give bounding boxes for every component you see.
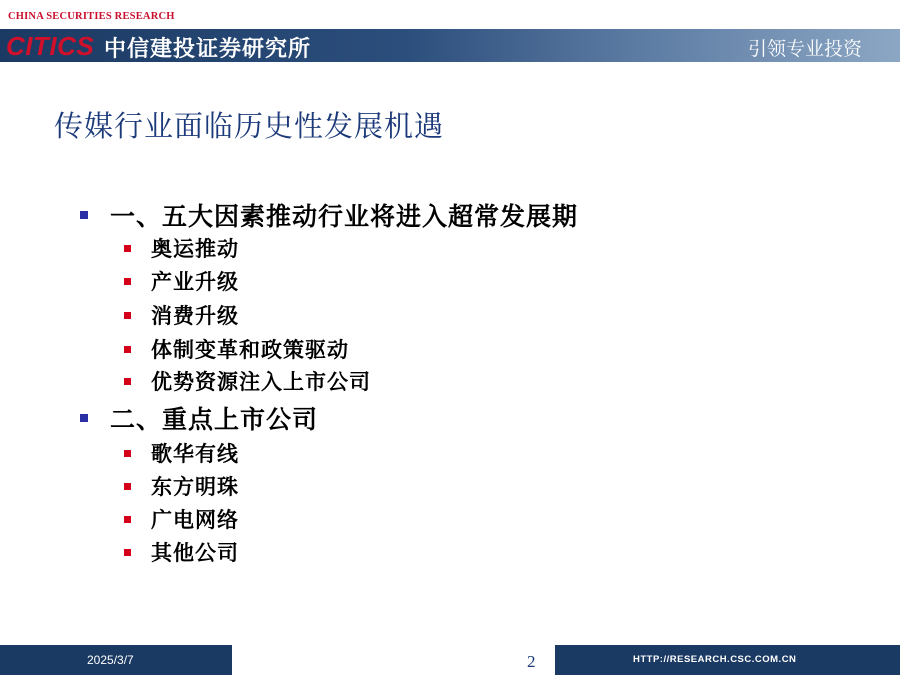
list-item	[124, 233, 239, 263]
outline-section-2	[80, 400, 318, 436]
footer-date: 2025/3/7	[87, 653, 134, 667]
list-item	[124, 537, 239, 567]
list-item	[124, 471, 239, 501]
square-bullet-icon	[124, 378, 131, 385]
logo-citics: CITICS	[6, 31, 95, 61]
slide-title: 传媒行业面临历史性发展机遇	[54, 109, 445, 143]
list-item-label: 歌华有线	[151, 442, 239, 466]
square-bullet-icon	[124, 245, 131, 252]
square-bullet-icon	[124, 483, 131, 490]
header-slogan: 引领专业投资	[747, 38, 862, 60]
square-bullet-icon	[124, 549, 131, 556]
square-bullet-icon	[124, 312, 131, 319]
list-item-label: 体制变革和政策驱动	[151, 338, 349, 362]
list-item	[124, 300, 239, 330]
list-item	[124, 366, 371, 396]
list-item-label: 消费升级	[151, 304, 239, 328]
list-item-label: 奥运推动	[151, 237, 239, 261]
square-bullet-icon	[80, 211, 88, 219]
header-caption: CHINA SECURITIES RESEARCH	[8, 11, 175, 22]
list-item-label: 产业升级	[151, 270, 239, 294]
section-2-label: 二、重点上市公司	[110, 405, 319, 434]
list-item-label: 广电网络	[151, 508, 239, 532]
logo-chinese: 中信建投证券研究所	[104, 37, 312, 62]
section-1-label: 一、五大因素推动行业将进入超常发展期	[110, 202, 579, 231]
list-item-label: 东方明珠	[151, 475, 239, 499]
outline-section-1	[80, 197, 578, 233]
list-item-label: 其他公司	[151, 541, 239, 565]
footer-right-bar	[555, 645, 900, 675]
page-number: 2	[527, 652, 536, 671]
footer-url[interactable]: HTTP://RESEARCH.CSC.COM.CN	[633, 654, 797, 665]
square-bullet-icon	[124, 346, 131, 353]
square-bullet-icon	[124, 450, 131, 457]
list-item	[124, 438, 239, 468]
square-bullet-icon	[124, 516, 131, 523]
list-item-label: 优势资源注入上市公司	[151, 370, 371, 394]
list-item	[124, 266, 239, 296]
list-item	[124, 334, 349, 364]
list-item	[124, 504, 239, 534]
square-bullet-icon	[80, 414, 88, 422]
square-bullet-icon	[124, 278, 131, 285]
footer-left-bar	[0, 645, 232, 675]
